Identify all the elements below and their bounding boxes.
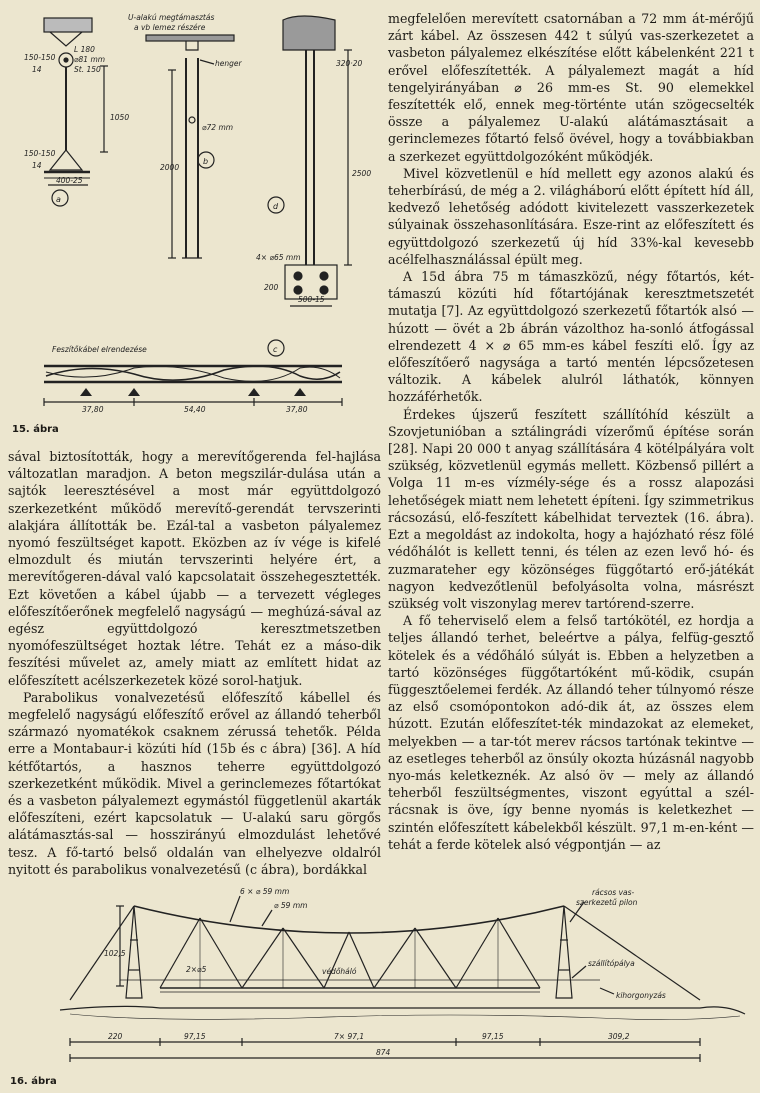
- fig16-deck-label: szállítópálya: [588, 959, 635, 968]
- fig15-top-note: U-alakú megtámasztás: [128, 13, 215, 22]
- fig16-mark-2x6: 2×⌀5: [186, 965, 207, 974]
- fig16-cable2-label: ⌀ 59 mm: [274, 901, 308, 910]
- paragraph: Mivel közvetlenül e híd mellett egy azonos alakú és teherbírású, de még a 2. világháború előtt épített híd áll, kedvező lehetőség adódott kivitelezett vasszerkezetek súlyainak összehasonlítására. Esze-rint az előfeszített és együttdolgozó szerkezetű új híd 33%-kal kevesebb acélfelhasználással épült meg.: [388, 165, 754, 267]
- paragraph: megfelelően merevített csatornában a 72 mm át-mérőjű zárt kábel. Az összesen 442 t súlyú vas-szerkezetet a vasbeton pályalemez elkészítése előtt kábelenként 221 t erővel előfeszítették. A pályalemezt magát a híd tengelyirányában ⌀ 26 mm-es St. 90 elemekkel feszítették elő, ennek meg-történte után szögecselték össze a pályalemez U-alakú alátámasztásait a gerinclemezes főtartó felső övével, hogy a továbbiakban a szerkezet együttdolgozóként működjék.: [388, 11, 754, 164]
- paragraph: sával biztosították, hogy a merevítőgerenda fel-hajlása változatlan maradjon. A beton megszilár-dulása után a sajtók leeresztésével a most már együttdolgozó szerkezetként működő merevítő-gerendát tervszerinti alakjára állították be. Ezál-tal a vasbeton pályalemez nyomó feszültséget kapott. Eközben az ív vége is kifelé elmozdult és miután tervszerinti helyére ért, a merevítőgeren-dával való kapcsolatait összehegesztették. Ezt követően a kábel újabb — a tervezett végleges előfeszítőerőnek megfelelő nagyságú — meghúzá-sával az egész együttdolgozó keresztmetszetben nyomófeszültséget hoztak létre. Tehát ez a máso-dik feszítési művelet az, amely miatt az említett hidat az előfeszített acélszerkezetek közé sorol-hatjuk.: [8, 449, 381, 688]
- fig15-dim-200: 200: [264, 283, 279, 292]
- fig15-dim-72: ⌀72 mm: [202, 123, 234, 132]
- fig16-dim-220: 220: [108, 1032, 123, 1041]
- fig15-label-c: c: [273, 345, 278, 354]
- figure-16: [0, 880, 760, 1070]
- fig15-dim-2500: 2500: [352, 169, 372, 178]
- fig15-dim-150a: 150-150: [24, 53, 56, 62]
- fig16-dim-9715b: 97,15: [482, 1032, 504, 1041]
- paragraph: A 15d ábra 75 m támaszközű, négy főtartós, két-támaszú közúti híd főtartójának keresztmetszetét mutatja [7]. Az együttdolgozó szerkezetű főtartók alsó — húzott — övét a 2b ábrán vázolthoz ha-sonló átfogással elrendezett 4 × ⌀ 65 mm-es kábel feszíti elő. Így az előfeszítőerő nagysága a tartó mentén lépcsőzetesen változik. A kábelek alulról láthatók, könnyen hozzáférhetők.: [388, 269, 754, 405]
- fig16-dim-3092: 309,2: [608, 1032, 630, 1041]
- fig15-label-d: d: [273, 202, 279, 211]
- fig15-dim-14b: 14: [32, 161, 42, 170]
- right-text-column: [388, 10, 754, 853]
- fig15-dim-l180: L 180: [74, 45, 95, 54]
- fig15-span-3: 37,80: [286, 405, 308, 414]
- fig15-label-b: b: [203, 157, 209, 166]
- fig15-span-2: 54,40: [184, 405, 206, 414]
- fig15-dim-150b: 150-150: [24, 149, 56, 158]
- fig15-dim-d81: ⌀81 mm: [74, 55, 106, 64]
- fig15-dim-st150: St. 150: [74, 65, 101, 74]
- fig15-dim-400: 400-25: [56, 176, 83, 185]
- fig15-dim-320: 320·20: [336, 59, 363, 68]
- fig15-dim-2000: 2000: [160, 163, 180, 172]
- fig15-top-note-2: a vb lemez részére: [134, 23, 206, 32]
- fig15-span-1: 37,80: [82, 405, 104, 414]
- fig15-dim-14a: 14: [32, 65, 42, 74]
- fig16-pylon-label: rácsos vas-: [592, 888, 635, 897]
- fig16-dim-7x: 7× 97,1: [334, 1032, 365, 1041]
- fig16-anchor-label: kihorgonyzás: [616, 991, 666, 1000]
- fig16-pylon-label-2: szerkezetű pilon: [576, 898, 638, 907]
- paragraph: Érdekes újszerű feszített szállítóhíd készült a Szovjetunióban a sztálingrádi vízerőmű építése során [28]. Napi 20 000 t anyag szállítására 4 kötélpályára volt szükség, közvetlenül egymás mellett. Közbenső pillért a Volga 11 m-es vízmély-sége és a rossz alapozási lehetőségek miatt nem lehetett építeni. Így szimmetrikus rácsozású, elő-feszített kábelhidat terveztek (16. ábra). Ezt a megoldást az indokolta, hogy a hajózható rész fölé védőhálót is kellett tenni, és télen az ezen levő hó- és zuzmarateher egy közönséges függőtartó erő-játékát nagyon kedvezőtlenül befolyásolta volna, másrészt szükség volt viszonylag merev tartórend-szerre.: [388, 406, 754, 611]
- figure-16-caption: 16. ábra: [10, 1076, 57, 1087]
- paragraph: A fő teherviselő elem a felső tartókötél, ez hordja a teljes állandó terhet, beleértve a pálya, felfüg-gesztő kötelek és a védőháló súlyát is. Ebben a helyzetben a tartó közönséges függőtartóként mű-ködik, csupán függesztőelemei ferdék. Az állandó teher túlnyomó része az első csomópontokon adó-dik át, az összes elem húzott. Ezután előfeszítet-ték mindazokat az elemeket, melyekben — a tar-tót merev rácsos tartónak tekintve — az esetleges teherből az önsúly okozta húzásnál nagyobb nyo-más keletkeznék. Az alsó öv — mely az állandó teherből feszültségmentes, viszont egyúttal a szél-rácsnak is öve, így benne nyomás is keletkezhet — szintén előfeszített kábelekből készült. 97,1 m-en-ként — tehát a ferde kötelek alsó végpontján — az: [388, 613, 754, 852]
- fig15-dim-1050: 1050: [110, 113, 130, 122]
- fig15-dim-500: 500-15: [298, 295, 325, 304]
- left-text-column: [8, 448, 381, 878]
- paragraph: Parabolikus vonalvezetésű előfeszítő kábellel és megfelelő nagyságú előfeszítő erővel az állandó teherből származó nyomatékok csaknem zérussá tehetők. Példa erre a Montabaur-i közúti híd (15b és c ábra) [36]. A híd kétfőtartós, a hasznos teherre együttdolgozó szerkezetként működik. Mivel a gerinclemezes főtartókat és a vasbeton pályalemezt egymástól függetlenül akarták előfeszíteni, ezért kapcsolatuk — U-alakú saru görgős alátámasztás-sal — hosszirányú elmozdulást lehetővé tesz. A fő-tartó belső oldalán van elhelyezve oldalról nyitott és parabolikus vonalvezetésű (c ábra), bordákkal: [8, 689, 381, 877]
- fig15-cable-title: Feszítőkábel elrendezése: [52, 345, 147, 354]
- figure-15: [0, 0, 385, 425]
- fig16-net-label: védőháló: [322, 967, 357, 976]
- fig15-label-a: a: [56, 195, 61, 204]
- fig15-hanger-label: henger: [215, 59, 242, 68]
- fig16-height-label: 102,5: [104, 949, 126, 958]
- figure-15-caption: 15. ábra: [12, 424, 59, 435]
- fig16-cable-label: 6 × ⌀ 59 mm: [240, 887, 290, 896]
- fig15-dim-4x65: 4× ⌀65 mm: [256, 253, 301, 262]
- fig16-dim-9715a: 97,15: [184, 1032, 206, 1041]
- fig16-dim-874: 874: [376, 1048, 391, 1057]
